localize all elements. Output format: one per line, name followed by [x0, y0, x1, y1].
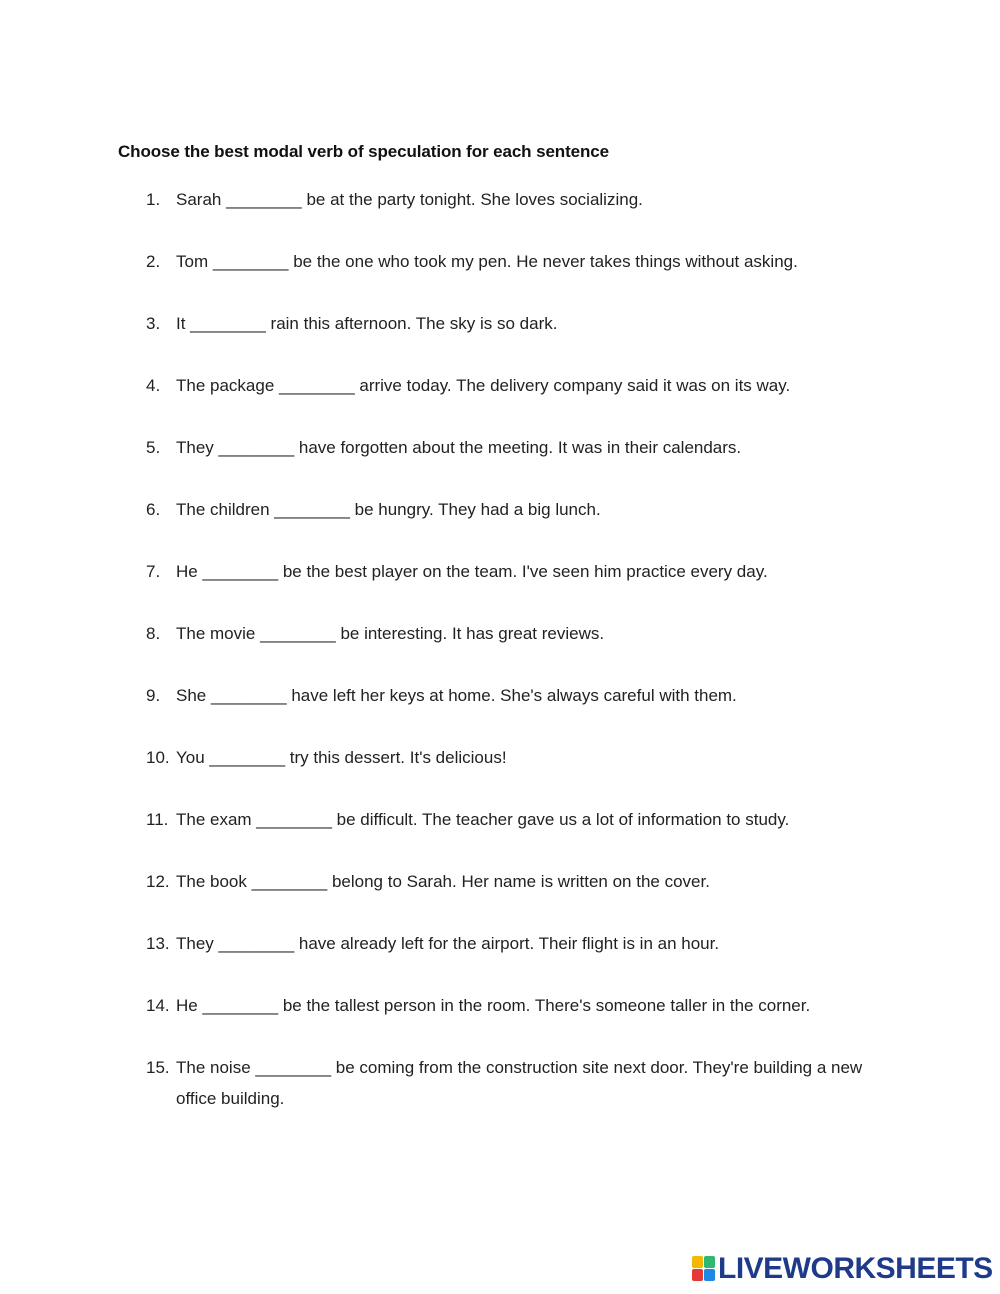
question-text: Tom ________ be the one who took my pen. He never takes things without asking. — [176, 252, 798, 271]
question-text: The noise ________ be coming from the construction site next door. They're building a new office building. — [176, 1058, 863, 1108]
question-number: 12. — [146, 872, 170, 891]
question-number: 10. — [146, 748, 170, 767]
question-text: The package ________ arrive today. The delivery company said it was on its way. — [176, 376, 791, 395]
question-text: The children ________ be hungry. They had a big lunch. — [176, 500, 601, 519]
liveworksheets-mark-icon — [692, 1256, 716, 1282]
question-text: The exam ________ be difficult. The teacher gave us a lot of information to study. — [176, 810, 790, 829]
question-text: They ________ have already left for the airport. Their flight is in an hour. — [176, 934, 720, 953]
question-text: The book ________ belong to Sarah. Her name is written on the cover. — [176, 872, 710, 891]
question-number: 1. — [146, 190, 161, 209]
question-text: You ________ try this dessert. It's delicious! — [176, 748, 507, 767]
question-number: 2. — [146, 252, 161, 271]
question-text: It ________ rain this afternoon. The sky is so dark. — [176, 314, 558, 333]
question-text: He ________ be the tallest person in the room. There's someone taller in the corner. — [176, 996, 811, 1015]
question-text: She ________ have left her keys at home. She's always careful with them. — [176, 686, 737, 705]
question-number: 9. — [146, 686, 161, 705]
question-number: 14. — [146, 996, 170, 1015]
logo-text: LIVEWORKSHEETS — [718, 1252, 993, 1285]
question-text: Sarah ________ be at the party tonight. She loves socializing. — [176, 190, 643, 209]
question-number: 8. — [146, 624, 161, 643]
question-number: 15. — [146, 1058, 170, 1077]
question-number: 4. — [146, 376, 161, 395]
liveworksheets-logo — [692, 1252, 993, 1286]
question-number: 5. — [146, 438, 161, 457]
question-number: 13. — [146, 934, 170, 953]
worksheet-title: Choose the best modal verb of speculation for each sentence — [118, 142, 609, 161]
question-text: He ________ be the best player on the team. I've seen him practice every day. — [176, 562, 768, 581]
question-number: 7. — [146, 562, 161, 581]
question-number: 6. — [146, 500, 161, 519]
question-text: They ________ have forgotten about the meeting. It was in their calendars. — [176, 438, 742, 457]
question-text: The movie ________ be interesting. It has great reviews. — [176, 624, 605, 643]
question-number: 3. — [146, 314, 161, 333]
question-number: 11. — [146, 810, 169, 829]
